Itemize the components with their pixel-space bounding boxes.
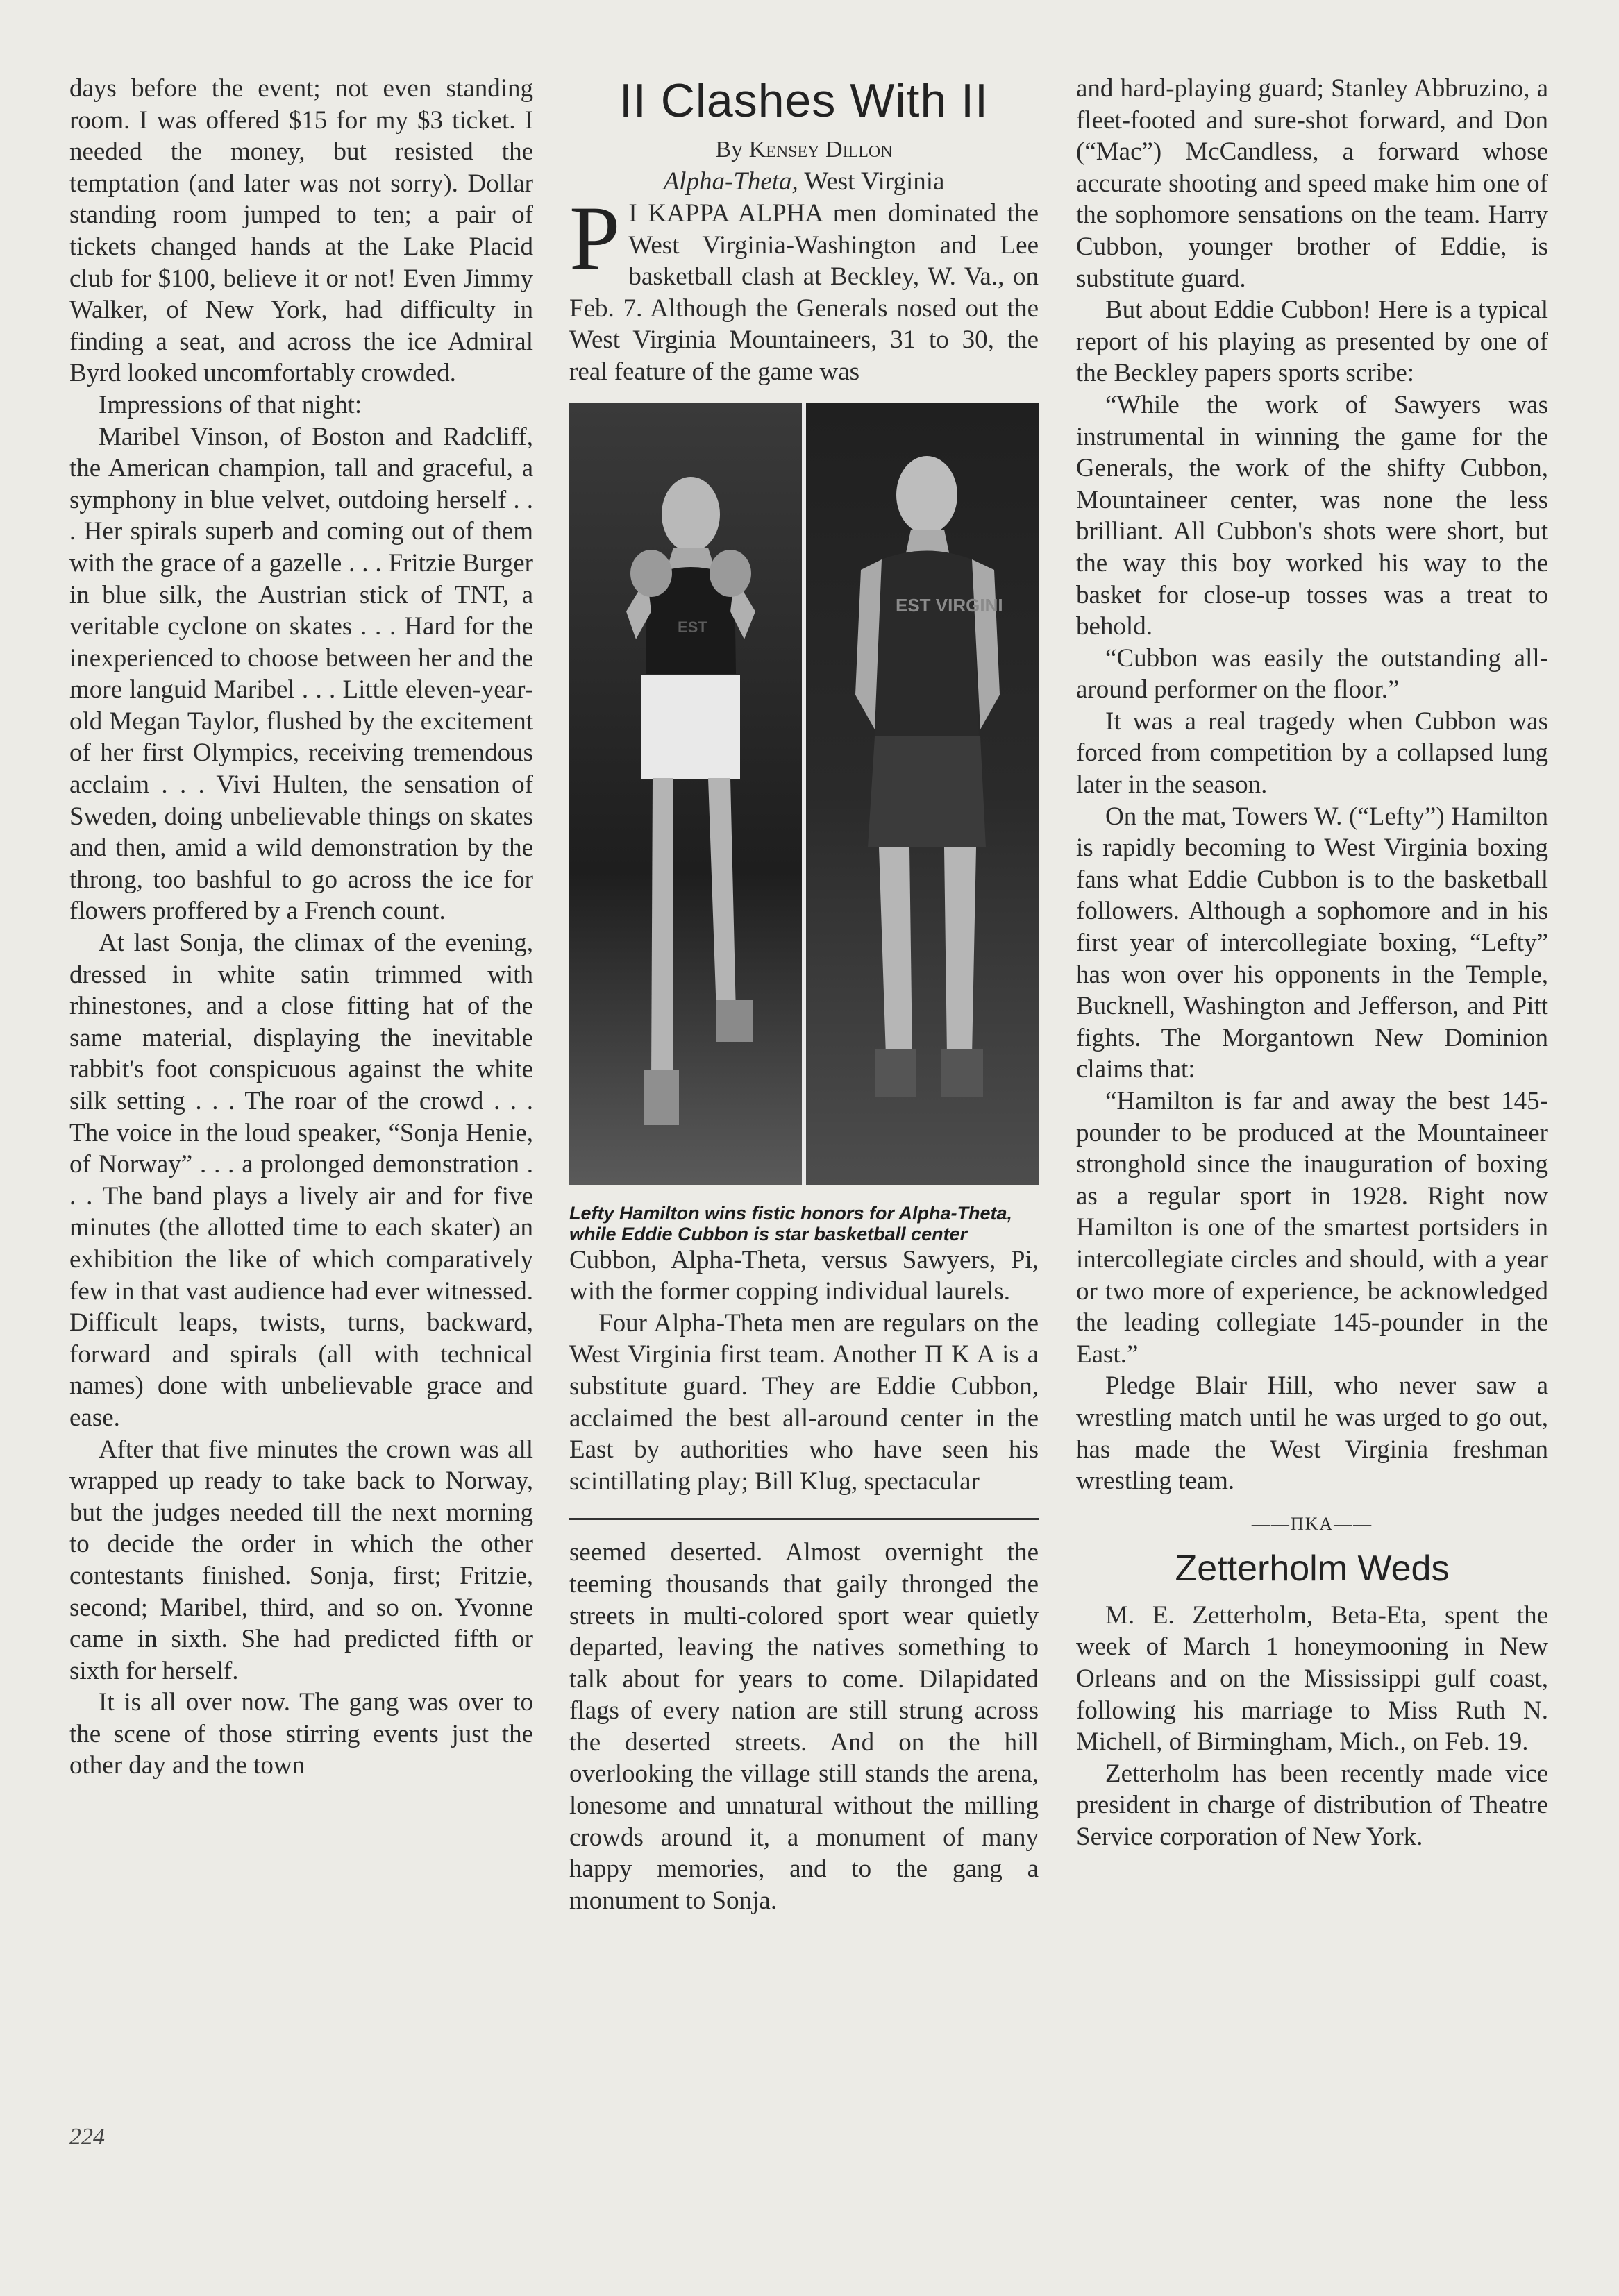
- paragraph: days before the event; not even standing room. I was offered $15 for my $3 ticket. I needed the money, but resisted the temptation (and later was not sorry). Dollar standing room jumped to ten; a pair of tickets changed hands at the Lake Placid club for $100, believe it or not! Even Jimmy Walker, of New York, had difficulty in finding a seat, and across the ice Admiral Byrd looked uncomfortably crowded.: [69, 74, 533, 388]
- author-chapter: Alpha-Theta, West Virginia: [663, 167, 945, 196]
- jersey-lettering-left: EST: [678, 618, 707, 636]
- paragraph: At last Sonja, the climax of the evening, dressed in white satin trimmed with rhinestones, and a close fitting hat of the same material, displaying the inevitable rabbit's foot conspicuous against the white silk setting . . . The roar of the crowd . . . The voice in the loud speaker, “Sonja Henie, of Norway” . . . a prolonged demonstration . . . The band plays a lively air and for five minutes (the allotted time to each skater) an exhibition the like of which comparatively few in that vast audience had ever witnessed. Difficult leaps, twists, turns, backward, forward and spirals (all with technical names) done with unbelievable grace and ease.: [69, 929, 533, 1432]
- athletes-photo: [569, 403, 1039, 1185]
- paragraph: Four Alpha-Theta men are regulars on the West Virginia first team. Another Π K A is a substitute guard. They are Eddie Cubbon, acclaimed the best all-around center in the East by authorities who have seen his scintillating play; Bill Klug, spectacular: [569, 1308, 1039, 1496]
- photo-caption: Lefty Hamilton wins fistic honors for Alpha-Theta, while Eddie Cubbon is star basketball center: [569, 1202, 1013, 1244]
- paragraph: Zetterholm has been recently made vice president in charge of distribution of Theatre Service corporation of New York.: [1076, 1759, 1548, 1851]
- page-number: 224: [69, 2124, 105, 2150]
- article-title: II Clashes With II: [619, 74, 989, 127]
- byline: By Kensey Dillon: [715, 137, 893, 162]
- paragraph: “While the work of Sawyers was instrumental in winning the game for the Generals, the work of the shifty Cubbon, Mountaineer center, was none the less brilliant. All Cubbon's shots were short, but the way this boy worked his way to the basket for close-up tosses was a treat to behold.: [1076, 390, 1548, 641]
- column-left: [69, 73, 533, 1782]
- column-middle: [569, 73, 1039, 1916]
- paragraph: Impressions of that night:: [99, 390, 362, 419]
- paragraph: Cubbon, Alpha-Theta, versus Sawyers, Pi, with the former copping individual laurels.: [569, 1245, 1039, 1306]
- article-title-2: Zetterholm Weds: [1175, 1548, 1450, 1589]
- jersey-lettering-right: EST VIRGINI: [896, 594, 1003, 616]
- drop-cap: P: [569, 187, 621, 289]
- paragraph: It is all over now. The gang was over to the scene of those stirring events just the other day and the town: [69, 1688, 533, 1780]
- paragraph: Maribel Vinson, of Boston and Radcliff, the American champion, tall and graceful, a symphony in blue velvet, outdoing herself . . . Her spirals superb and coming out of them with the grace of a gazelle . . . Fritzie Burger in blue silk, the Austrian stick of TNT, a veritable cyclone on skates . . . Hard for the inexperienced to choose between her and the more languid Maribel . . . Little eleven-year-old Megan Taylor, flushed by the excitement of her first Olympics, receiving tremendous acclaim . . . Vivi Hulten, the sensation of Sweden, doing unbelievable things on skates and then, amid a wild demonstration by the throng, too bashful to go across the ice for flowers proffered by a French count.: [69, 422, 533, 926]
- paragraph: It was a real tragedy when Cubbon was forced from competition by a collapsed lung later in the season.: [1076, 707, 1548, 800]
- paragraph: After that five minutes the crown was all wrapped up ready to take back to Norway, but the judges needed till the next morning to decide the order in which the other contestants finished. Sonja, first; Fritzie, second; Maribel, third, and so on. Yvonne came in sixth. She had predicted fifth or sixth for herself.: [69, 1435, 533, 1685]
- paragraph: But about Eddie Cubbon! Here is a typical report of his playing as presented by one of the Beckley papers sports scribe:: [1076, 296, 1548, 388]
- author-name: Kensey Dillon: [748, 137, 893, 162]
- paragraph: Pledge Blair Hill, who never saw a wrestling match until he was urged to go out, has made the West Virginia freshman wrestling team.: [1076, 1371, 1548, 1496]
- section-divider: ——ΠΚΑ——: [1251, 1513, 1373, 1534]
- paragraph: “Cubbon was easily the outstanding all-around performer on the floor.”: [1076, 643, 1548, 704]
- column-rule: [569, 1518, 1039, 1520]
- paragraph: and hard-playing guard; Stanley Abbruzino, a fleet-footed and sure-shot forward, and Don (“Mac”) McCandless, a forward whose accurate shooting and speed make him one of the sophomore sensations on the team. Harry Cubbon, younger brother of Eddie, is substitute guard.: [1076, 74, 1548, 293]
- paragraph: On the mat, Towers W. (“Lefty”) Hamilton is rapidly becoming to West Virginia boxing fans what Eddie Cubbon is to the basketball followers. Although a sophomore and in his first year of intercollegiate boxing, “Lefty” has won over his opponents in the Temple, Bucknell, Washington and Jefferson, and Pitt fights. The Morgantown New Dominion claims that:: [1076, 802, 1548, 1084]
- paragraph: M. E. Zetterholm, Beta-Eta, spent the week of March 1 honeymooning in New Orleans and on the Mississippi gulf coast, following his marriage to Miss Ruth N. Michell, of Birmingham, Mich., on Feb. 19.: [1076, 1601, 1548, 1757]
- paragraph: “Hamilton is far and away the best 145-pounder to be produced at the Mountaineer stronghold since the inauguration of boxing as a regular sport in 1928. Right now Hamilton is one of the smartest portsiders in intercollegiate circles and should, with a year or two more of experience, be acknowledged the leading collegiate 145-pounder in the East.”: [1076, 1087, 1548, 1369]
- lead-paragraph: P I KAPPA ALPHA men dominated the West Virginia-Washington and Lee basketball clash at Beckley, W. Va., on Feb. 7. Although the Generals nosed out the West Virginia Mountaineers, 31 to 30, the real feature of the game was: [569, 187, 1039, 386]
- athletes-photo-illustration: [569, 403, 1039, 1185]
- column-right: [1076, 73, 1548, 1852]
- continued-paragraph: seemed deserted. Almost overnight the teeming thousands that gaily thronged the streets in multi-colored sport wear quietly departed, leaving the natives something to talk about for years to come. Dilapidated flags of every nation are still strung across the deserted streets. And on the hill overlooking the village still stands the arena, lonesome and unnatural without the milling crowds around it, a monument of many happy memories, and to the gang a monument to Sonja.: [569, 1538, 1039, 1915]
